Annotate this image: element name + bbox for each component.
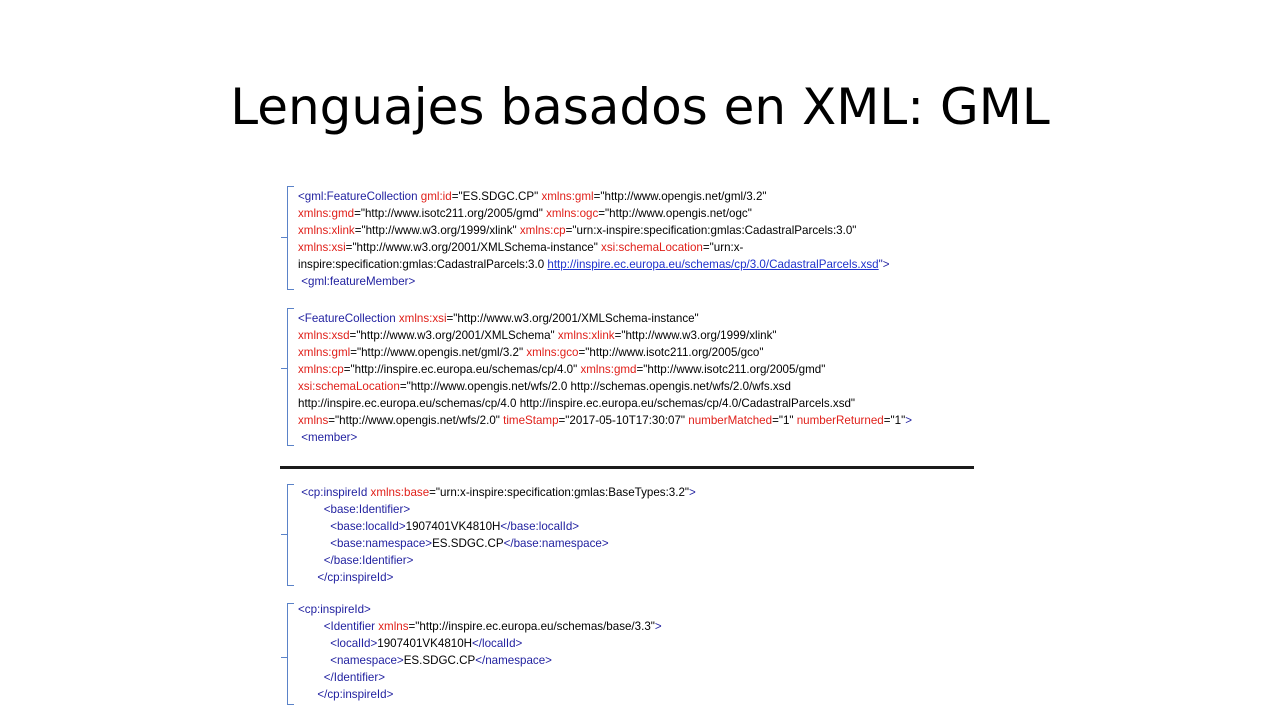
bracket-block-1 [287,186,294,290]
bracket-tick-4 [281,657,287,658]
code-token: xmlns:gmd [580,363,637,376]
code-token: xmlns:base [370,486,430,499]
code-token: xmlns:xsi [398,312,447,325]
bracket-block-4 [287,603,294,705]
code-line [298,484,696,501]
code-token: ="http://www.w3.org/2001/XMLSchema-instance" [345,241,602,254]
code-token: </localId> [472,637,523,650]
code-token: xmlns:gml [541,190,594,203]
code-line [298,429,357,446]
code-token: > [689,486,696,499]
code-token: ="http://www.w3.org/2001/XMLSchema" [349,329,558,342]
code-token: ="urn:x- [702,241,744,254]
code-token: xmlns:ogc [546,207,599,220]
code-token: <base:namespace> [298,537,433,550]
code-line [298,239,743,256]
code-token: <Identifier [298,620,379,633]
code-line [298,273,415,290]
code-token: ="2017-05-10T17:30:07" [558,414,689,427]
code-token: ="urn:x-inspire:specification:gmlas:CadastralParcels:3.0" [565,224,857,237]
code-line [298,518,579,535]
code-token: xmlns:cp [519,224,566,237]
code-token: xmlns:xlink [298,224,355,237]
code-line [298,378,791,395]
code-token: ="http://www.isotc211.org/2005/gmd" [354,207,547,220]
code-token: gml:id [420,190,452,203]
code-line [298,535,609,552]
code-line [298,188,767,205]
code-token: ="1" [772,414,797,427]
code-token: 1907401VK4810H [377,637,473,650]
code-line [298,344,763,361]
code-line [298,361,825,378]
schema-link[interactable]: http://inspire.ec.europa.eu/schemas/cp/3.0/CadastralParcels.xsd [547,258,879,271]
code-token: inspire:specification:gmlas:CadastralParcels:3.0 [298,258,548,271]
code-token: xsi:schemaLocation [298,380,400,393]
code-token: xmlns [378,620,409,633]
bracket-block-3 [287,484,294,586]
bracket-block-2 [287,308,294,446]
code-token: <cp:inspireId> [298,603,371,616]
code-line [298,501,410,518]
code-token: numberMatched [688,414,773,427]
code-line [298,205,752,222]
code-token: <gml:featureMember> [298,275,416,288]
code-token: xmlns:xsd [298,329,350,342]
bracket-tick-2 [281,368,287,369]
bracket-tick-1 [281,237,287,238]
code-token: ="ES.SDGC.CP" [451,190,542,203]
code-token: ="http://www.opengis.net/ogc" [598,207,752,220]
code-token: </base:Identifier> [298,554,414,567]
code-token: ="http://inspire.ec.europa.eu/schemas/cp/4.0" [343,363,581,376]
code-token: ="http://www.isotc211.org/2005/gco" [578,346,764,359]
code-line [298,310,699,327]
code-line [298,652,552,669]
code-token: ="http://www.opengis.net/wfs/2.0" [328,414,504,427]
code-token: </namespace> [475,654,552,667]
code-token: <FeatureCollection [298,312,399,325]
code-token: 1907401VK4810H [405,520,501,533]
code-token: <base:Identifier> [298,503,411,516]
code-token: numberReturned [796,414,884,427]
code-line [298,601,371,618]
code-token: ES.SDGC.CP [432,537,504,550]
code-token: <member> [298,431,358,444]
code-token: </cp:inspireId> [298,688,394,701]
code-token: </base:localId> [500,520,580,533]
code-line [298,395,855,412]
code-token: xmlns:gml [298,346,351,359]
code-token: "> [878,258,890,271]
code-token: </cp:inspireId> [298,571,394,584]
code-token: ="http://www.w3.org/1999/xlink" [614,329,777,342]
code-token: ="http://www.w3.org/1999/xlink" [354,224,520,237]
slide-title: Lenguajes basados en XML: GML [230,78,1050,136]
code-line [298,618,662,635]
code-token: ="http://inspire.ec.europa.eu/schemas/base/3.3" [408,620,655,633]
code-token: ="urn:x-inspire:specification:gmlas:BaseTypes:3.2" [429,486,690,499]
code-line [298,256,890,273]
code-line [298,635,522,652]
code-token: xmlns:cp [298,363,344,376]
code-token: xmlns:gmd [298,207,355,220]
code-token: ES.SDGC.CP [403,654,476,667]
code-token: xmlns:gco [526,346,579,359]
code-line [298,569,393,586]
code-token: http://inspire.ec.europa.eu/schemas/cp/4.0 http://inspire.ec.europa.eu/schemas/cp/4.0/CadastralParcels.xsd" [298,397,856,410]
code-token: ="http://www.opengis.net/wfs/2.0 http://schemas.opengis.net/wfs/2.0/wfs.xsd [399,380,791,393]
code-line [298,669,385,686]
code-token: <cp:inspireId [298,486,371,499]
code-token: <base:localId> [298,520,406,533]
code-token: ="1" [883,414,906,427]
code-token: > [654,620,662,633]
code-token: ="http://www.opengis.net/gml/3.2" [593,190,767,203]
code-token: </Identifier> [298,671,385,684]
code-line [298,412,912,429]
code-token: xmlns [298,414,329,427]
code-token: <gml:FeatureCollection [298,190,421,203]
code-token: ="http://www.w3.org/2001/XMLSchema-instance" [446,312,699,325]
bracket-tick-3 [281,534,287,535]
code-token: xsi:schemaLocation [601,241,703,254]
code-token: timeStamp [503,414,559,427]
code-line [298,686,393,703]
code-token: <localId> [298,637,378,650]
code-line [298,327,777,344]
code-token: <namespace> [298,654,404,667]
code-line [298,222,856,239]
code-token: </base:namespace> [503,537,609,550]
code-token: ="http://www.isotc211.org/2005/gmd" [636,363,826,376]
code-token: xmlns:xlink [557,329,615,342]
code-token: ="http://www.opengis.net/gml/3.2" [350,346,527,359]
code-line [298,552,413,569]
code-token: > [905,414,912,427]
code-token: xmlns:xsi [298,241,346,254]
section-divider [280,466,974,469]
